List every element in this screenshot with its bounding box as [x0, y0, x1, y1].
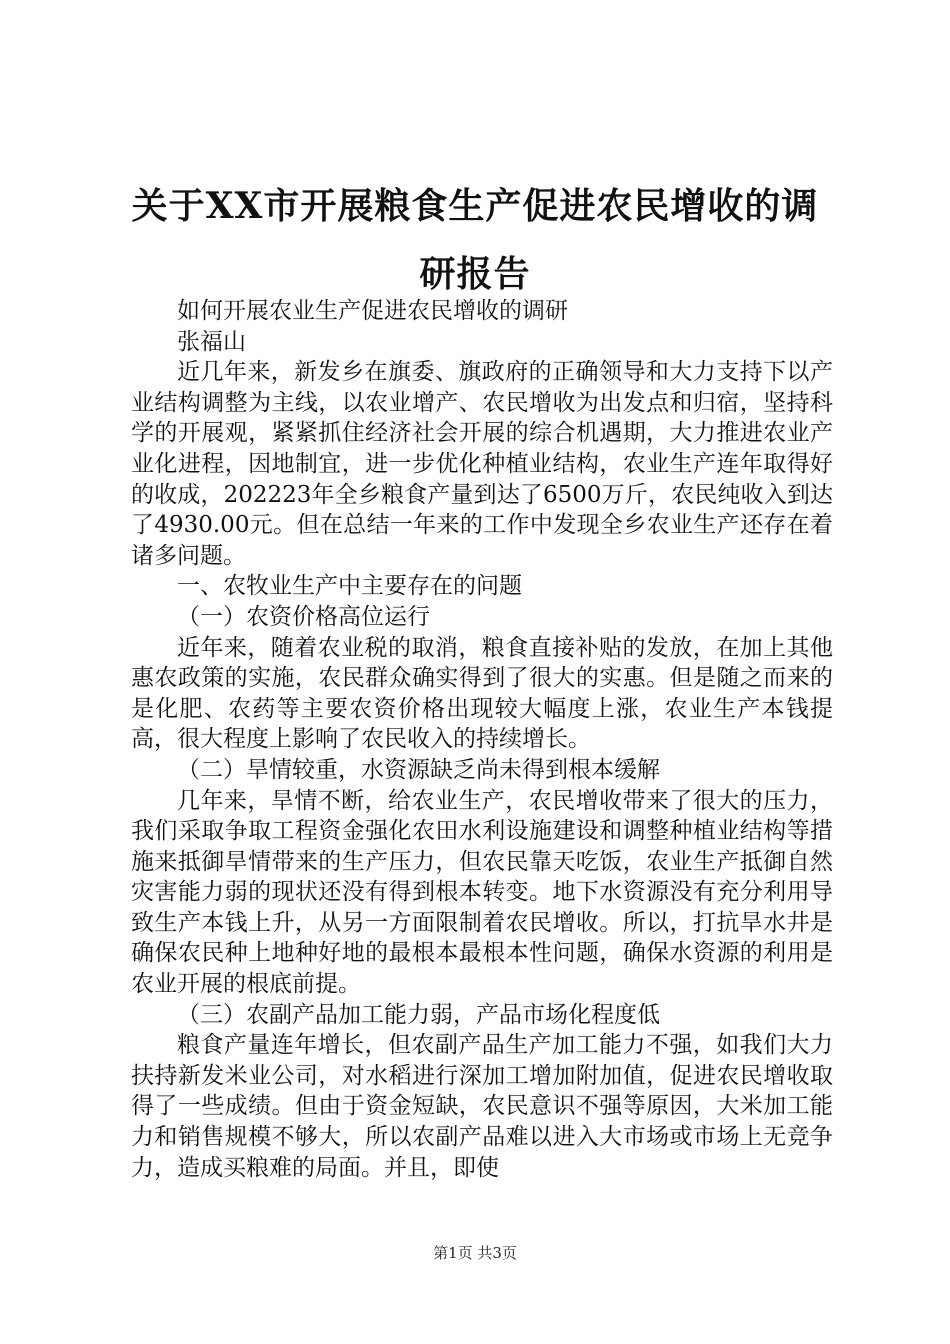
- section-heading: 一、农牧业生产中主要存在的问题: [177, 573, 522, 600]
- author-line: 张福山: [177, 328, 246, 355]
- subsection-heading: （三）农副产品加工能力弱，产品市场化程度低: [177, 1001, 660, 1028]
- subsection-heading: （二）旱情较重，水资源缺乏尚未得到根本缓解: [177, 756, 660, 783]
- paragraph: 近年来，随着农业税的取消，粮食直接补贴的发放，在加上其他惠农政策的实施，农民群众确实得到了很大的实惠。但是随之而来的是化肥、农药等主要农资价格出现较大幅度上涨，农业生产本钱提高，很大程度上影响了农民收入的持续增长。: [131, 634, 833, 753]
- document-body: [131, 296, 833, 1183]
- paragraph: 近几年来，新发乡在旗委、旗政府的正确领导和大力支持下以产业结构调整为主线，以农业增产、农民增收为出发点和归宿，坚持科学的开展观，紧紧抓住经济社会开展的综合机遇期，大力推进农业产业化进程，因地制宜，进一步优化种植业结构，农业生产连年取得好的收成，202223年全乡粮食产量到达了6500万斤，农民纯收入到达了4930.00元。但在总结一年来的工作中发现全乡农业生产还存在着诸多问题。: [131, 359, 833, 569]
- paragraph: 几年来，旱情不断，给农业生产，农民增收带来了很大的压力，我们采取争取工程资金强化农田水利设施建设和调整种植业结构等措施来抵御旱情带来的生产压力，但农民靠天吃饭，农业生产抵御自然灾害能力弱的现状还没有得到根本转变。地下水资源没有充分利用导致生产本钱上升，从另一方面限制着农民增收。所以，打抗旱水井是确保农民种上地种好地的最根本最根本性问题，确保水资源的利用是农业开展的根底前提。: [131, 787, 833, 998]
- page-footer: 第1页 共3页: [433, 1244, 517, 1262]
- paragraph: 粮食产量连年增长，但农副产品生产加工能力不强，如我们大力扶持新发米业公司，对水稻进行深加工增加附加值，促进农民增收取得了一些成绩。但由于资金短缺，农民意识不强等原因，大米加工能力和销售规模不够大，所以农副产品难以进入大市场或市场上无竞争力，造成买粮难的局面。并且，即使: [131, 1032, 833, 1181]
- subsection-heading: （一）农资价格高位运行: [177, 603, 430, 630]
- document-title: 关于XX市开展粮食生产促进农民增收的调研报告: [131, 185, 819, 295]
- subtitle-line: 如何开展农业生产促进农民增收的调研: [177, 298, 568, 324]
